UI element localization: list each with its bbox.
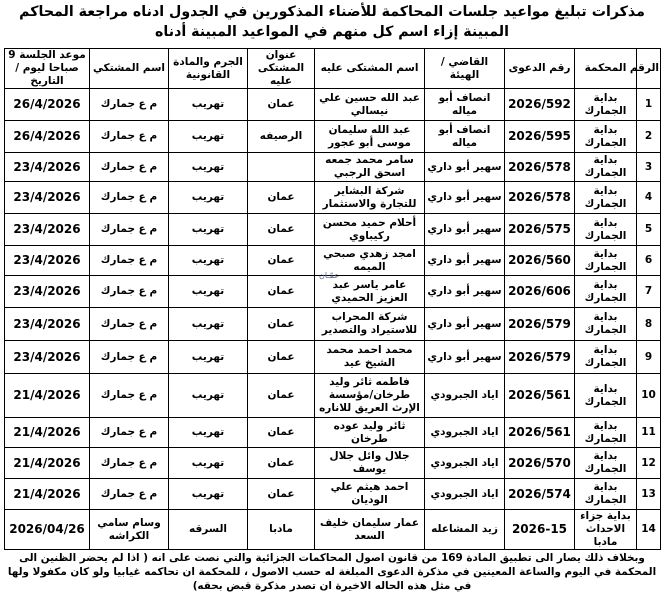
address-cell: عمان — [248, 418, 315, 448]
address-cell: مادبا — [248, 510, 315, 550]
crime-cell: تهريب — [169, 418, 248, 448]
court-cell: بداية جزاء الاحداث مادبا — [575, 510, 637, 550]
crime-cell: السرقه — [169, 510, 248, 550]
case-number-cell: 2026/570 — [505, 448, 575, 479]
crime-cell: تهريب — [169, 374, 248, 418]
page-title: مذكرات تبليغ مواعيد جلسات المحاكمة للأضناء المذكورين في الجدول ادناه مراجعة المحاكم المبينة إزاء اسم كل منهم في المواعيد المبينة أدناه — [19, 4, 645, 40]
case-number-cell: 2026-15 — [505, 510, 575, 550]
complainant-cell: م ع جمارك — [90, 479, 169, 510]
case-number-cell: 2026/575 — [505, 214, 575, 246]
session-date-cell: 21/4/2026 — [5, 374, 90, 418]
defendant-cell: جلال وائل جلال يوسف — [315, 448, 425, 479]
row-number: 10 — [637, 374, 661, 418]
row-number: 2 — [637, 121, 661, 153]
case-number-cell: 2026/578 — [505, 182, 575, 214]
session-date-cell: 23/4/2026 — [5, 246, 90, 276]
crime-cell: تهريب — [169, 89, 248, 121]
table-row — [5, 182, 661, 214]
header-court: المحكمة — [575, 49, 637, 89]
court-cell: بداية الجمارك — [575, 89, 637, 121]
defendant-cell: فاطمه ثائر وليد طرخان/مؤسسة الإرث العريق للاناره — [315, 374, 425, 418]
complainant-cell: م ع جمارك — [90, 153, 169, 182]
court-cell: بداية الجمارك — [575, 341, 637, 374]
complainant-cell: م ع جمارك — [90, 374, 169, 418]
header-complainant: اسم المشتكي — [90, 49, 169, 89]
complainant-cell: م ع جمارك — [90, 121, 169, 153]
judge-cell: سهير أبو داري — [425, 246, 505, 276]
complainant-cell: وسام سامي الكراشه — [90, 510, 169, 550]
defendant-cell: محمد احمد محمد الشيخ عيد — [315, 341, 425, 374]
row-number: 4 — [637, 182, 661, 214]
court-cell: بداية الجمارك — [575, 214, 637, 246]
table-row — [5, 448, 661, 479]
crime-cell: تهريب — [169, 448, 248, 479]
header-case-no: رقم الدعوى — [505, 49, 575, 89]
crime-cell: تهريب — [169, 479, 248, 510]
case-number-cell: 2026/578 — [505, 153, 575, 182]
session-date-cell: 26/4/2026 — [5, 89, 90, 121]
address-cell — [248, 153, 315, 182]
row-number: 9 — [637, 341, 661, 374]
table-row — [5, 341, 661, 374]
court-cell: بداية الجمارك — [575, 182, 637, 214]
court-cell: بداية الجمارك — [575, 246, 637, 276]
judge-cell: سهير أبو داري — [425, 214, 505, 246]
defendant-cell: عبد الله سليمان موسى أبو عجور — [315, 121, 425, 153]
session-date-cell: 21/4/2026 — [5, 448, 90, 479]
row-number: 13 — [637, 479, 661, 510]
defendant-cell: امجد زهدي صبحي الميمه — [315, 246, 425, 276]
watermark-logo — [311, 268, 347, 284]
court-cell: بداية الجمارك — [575, 418, 637, 448]
crime-cell: تهريب — [169, 182, 248, 214]
judge-cell: سهير أبو داري — [425, 276, 505, 308]
address-cell: عمان — [248, 246, 315, 276]
defendant-cell: عبد الله حسين علي نيسالي — [315, 89, 425, 121]
session-date-cell: 23/4/2026 — [5, 308, 90, 341]
address-cell: عمان — [248, 448, 315, 479]
table-row — [5, 89, 661, 121]
case-number-cell: 2026/561 — [505, 374, 575, 418]
header-session: موعد الجلسة 9 صباحا ليوم / التاريخ — [5, 49, 90, 89]
table-header-row — [5, 49, 661, 89]
defendant-cell: شركة البشاير للتجارة والاستثمار — [315, 182, 425, 214]
session-date-cell: 21/4/2026 — [5, 479, 90, 510]
row-number: 14 — [637, 510, 661, 550]
session-date-cell: 2026/04/26 — [5, 510, 90, 550]
judge-cell: زيد المشاعله — [425, 510, 505, 550]
table-row — [5, 214, 661, 246]
defendant-cell: ثائر وليد عوده طرخان — [315, 418, 425, 448]
row-number: 11 — [637, 418, 661, 448]
defendant-cell: عامر ياسر عبد العزيز الحميدي — [315, 276, 425, 308]
address-cell: عمان — [248, 374, 315, 418]
session-date-cell: 23/4/2026 — [5, 276, 90, 308]
crime-cell: تهريب — [169, 276, 248, 308]
court-cell: بداية الجمارك — [575, 121, 637, 153]
address-cell: عمان — [248, 341, 315, 374]
watermark-text: عمّـان — [318, 271, 340, 280]
legal-footer: وبخلاف ذلك يصار الى تطبيق المادة 169 من قانون اصول المحاكمات الجزائية والتي نصت على انه ( اذا لم يحضر الظنين الى المحكمة في اليوم والساعة المعينين في مذكرة الدعوى المبلغة له حسب الاصول ، للمحكمة ان تحاكمه غيابيا ولو كان مكفولا ولها في مثل هذه الحاله الاخيرة ان تصدر مذكرة قبض بحقه) — [7, 552, 657, 592]
address-cell: عمان — [248, 182, 315, 214]
header-no: الرقم — [637, 49, 661, 89]
header-judge: القاضي / الهيئة — [425, 49, 505, 89]
crime-cell: تهريب — [169, 246, 248, 276]
case-number-cell: 2026/561 — [505, 418, 575, 448]
table-row — [5, 510, 661, 550]
complainant-cell: م ع جمارك — [90, 418, 169, 448]
table-row — [5, 418, 661, 448]
complainant-cell: م ع جمارك — [90, 276, 169, 308]
case-number-cell: 2026/574 — [505, 479, 575, 510]
session-date-cell: 26/4/2026 — [5, 121, 90, 153]
judge-cell: سهير أبو داري — [425, 341, 505, 374]
court-cell: بداية الجمارك — [575, 276, 637, 308]
judge-cell: انصاف أبو مياله — [425, 89, 505, 121]
judge-cell: سهير أبو داري — [425, 182, 505, 214]
address-cell: عمان — [248, 308, 315, 341]
defendant-cell: أحلام حميد محسن ركيباوي — [315, 214, 425, 246]
case-number-cell: 2026/606 — [505, 276, 575, 308]
complainant-cell: م ع جمارك — [90, 89, 169, 121]
table-row — [5, 121, 661, 153]
complainant-cell: م ع جمارك — [90, 341, 169, 374]
judge-cell: انصاف أبو مياله — [425, 121, 505, 153]
crime-cell: تهريب — [169, 121, 248, 153]
header-defendant: اسم المشتكى عليه — [315, 49, 425, 89]
judge-cell: سهير أبو داري — [425, 308, 505, 341]
court-cell: بداية الجمارك — [575, 479, 637, 510]
defendant-cell: احمد هيثم علي الوديان — [315, 479, 425, 510]
header-address: عنوان المشتكى عليه — [248, 49, 315, 89]
crime-cell: تهريب — [169, 308, 248, 341]
row-number: 1 — [637, 89, 661, 121]
session-date-cell: 23/4/2026 — [5, 214, 90, 246]
crime-cell: تهريب — [169, 153, 248, 182]
judge-cell: اياد الجبرودي — [425, 479, 505, 510]
header-crime: الجرم والمادة القانونية — [169, 49, 248, 89]
address-cell: عمان — [248, 276, 315, 308]
session-date-cell: 23/4/2026 — [5, 341, 90, 374]
table-row — [5, 308, 661, 341]
court-cell: بداية الجمارك — [575, 153, 637, 182]
row-number: 3 — [637, 153, 661, 182]
table-row — [5, 479, 661, 510]
address-cell: الرصيفه — [248, 121, 315, 153]
court-cell: بداية الجمارك — [575, 374, 637, 418]
case-number-cell: 2026/579 — [505, 308, 575, 341]
table-row — [5, 153, 661, 182]
case-number-cell: 2026/560 — [505, 246, 575, 276]
table-body — [5, 89, 661, 550]
row-number: 12 — [637, 448, 661, 479]
row-number: 8 — [637, 308, 661, 341]
crime-cell: تهريب — [169, 341, 248, 374]
address-cell: عمان — [248, 214, 315, 246]
complainant-cell: م ع جمارك — [90, 182, 169, 214]
complainant-cell: م ع جمارك — [90, 246, 169, 276]
complainant-cell: م ع جمارك — [90, 214, 169, 246]
complainant-cell: م ع جمارك — [90, 448, 169, 479]
row-number: 5 — [637, 214, 661, 246]
defendant-cell: شركة المحراب للاستيراد والتصدير — [315, 308, 425, 341]
judge-cell: اياد الجبرودي — [425, 374, 505, 418]
case-number-cell: 2026/579 — [505, 341, 575, 374]
court-cell: بداية الجمارك — [575, 308, 637, 341]
court-sessions-table — [4, 48, 661, 550]
judge-cell: سهير أبو داري — [425, 153, 505, 182]
address-cell: عمان — [248, 479, 315, 510]
session-date-cell: 23/4/2026 — [5, 153, 90, 182]
complainant-cell: م ع جمارك — [90, 308, 169, 341]
row-number: 7 — [637, 276, 661, 308]
judge-cell: اياد الجبرودي — [425, 418, 505, 448]
address-cell: عمان — [248, 89, 315, 121]
case-number-cell: 2026/592 — [505, 89, 575, 121]
case-number-cell: 2026/595 — [505, 121, 575, 153]
session-date-cell: 21/4/2026 — [5, 418, 90, 448]
defendant-cell: سامر محمد جمعه اسحق الرجبي — [315, 153, 425, 182]
session-date-cell: 23/4/2026 — [5, 182, 90, 214]
table-row — [5, 374, 661, 418]
judge-cell: اياد الجبرودي — [425, 448, 505, 479]
crime-cell: تهريب — [169, 214, 248, 246]
defendant-cell: عمار سليمان خليف السعد — [315, 510, 425, 550]
court-cell: بداية الجمارك — [575, 448, 637, 479]
row-number: 6 — [637, 246, 661, 276]
